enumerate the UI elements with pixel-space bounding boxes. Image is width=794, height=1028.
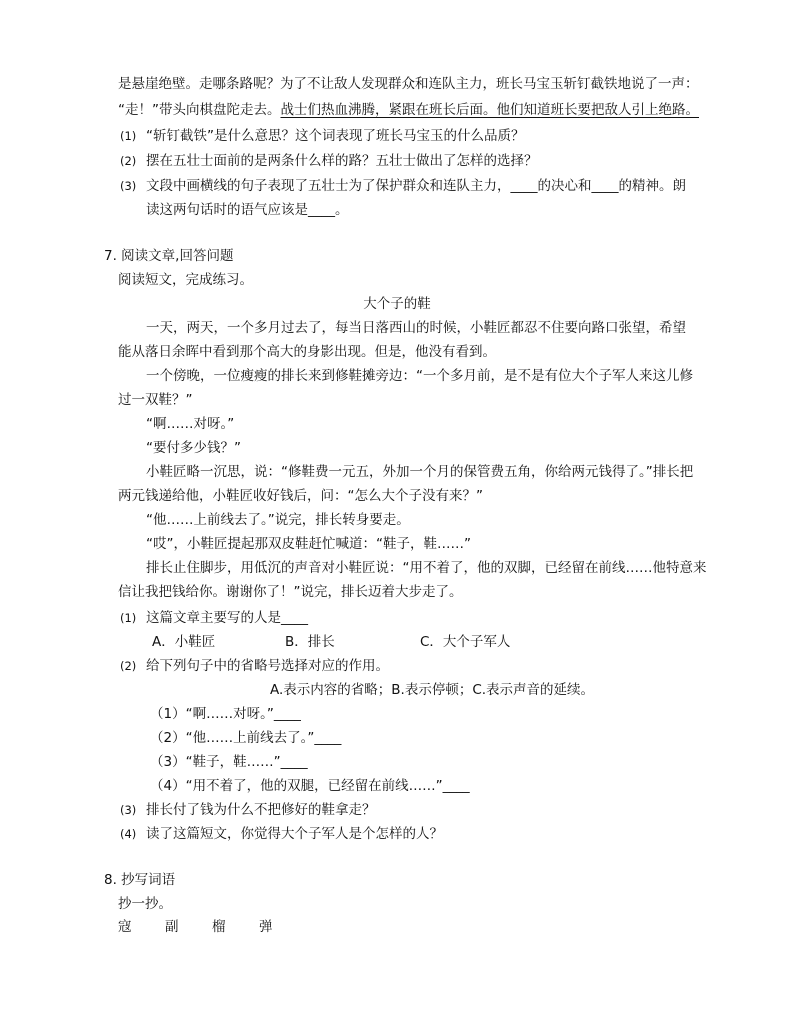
sub-question-text-continued: 读这两句话时的语气应该是____。 [146,202,349,218]
sub-question-number: (1) [120,611,137,625]
sub-question-text: 摆在五壮士面前的是两条什么样的路？五壮士做出了怎样的选择？ [146,153,538,169]
copy-char: 寇 [118,919,132,935]
sub-question-text: 读了这篇短文，你觉得大个子军人是个怎样的人？ [146,826,443,842]
passage-line: “哎”，小鞋匠提起那双皮鞋赶忙喊道：“鞋子，鞋……” [146,536,471,552]
ellipsis-item: （3）“鞋子，鞋……”____ [150,754,308,770]
sub-question-text: 排长付了钱为什么不把修好的鞋拿走？ [146,802,376,818]
passage-line: 是悬崖绝壁。走哪条路呢？为了不让敌人发现群众和连队主力，班长马宝玉斩钉截铁地说了一声： [118,76,699,92]
passage-title: 大个子的鞋 [363,296,431,312]
copy-char: 副 [165,919,179,935]
sub-question-number: (1) [120,129,137,143]
passage-line: 小鞋匠略一沉思，说：“修鞋费一元五，外加一个月的保管费五角，你给两元钱得了。”排长把 [146,464,694,480]
sub-question-text: 给下列句子中的省略号选择对应的作用。 [146,658,389,674]
passage-line [118,100,699,120]
sub-question-number: (4) [120,827,137,841]
choice-option-b: B．排长 [285,634,335,650]
sub-question-text: 这篇文章主要写的人是____ [146,610,308,626]
passage-line: 能从落日余晖中看到那个高大的身影出现。但是，他没有看到。 [118,344,496,360]
passage-line: 一个傍晚，一位瘦瘦的排长来到修鞋摊旁边：“一个多月前，是不是有位大个子军人来这儿修 [146,368,693,384]
passage-line: 排长止住脚步，用低沉的声音对小鞋匠说：“用不着了，他的双脚，已经留在前线……他特意来 [146,560,707,576]
sub-question-text: 文段中画横线的句子表现了五壮士为了保护群众和连队主力，____的决心和____的精神。朗 [146,178,686,194]
sub-question-text: “斩钉截铁”是什么意思？这个词表现了班长马宝玉的什么品质？ [146,128,525,144]
copy-char: 榴 [212,919,226,935]
passage-line: “要付多少钱？” [146,440,241,456]
sub-question-number: (3) [120,803,137,817]
ellipsis-item: （1）“啊……对呀。”____ [150,706,301,722]
question-heading: 7. 阅读文章,回答问题 [104,248,234,264]
passage-line: “啊……对呀。” [146,416,235,432]
underlined-sentence: 战士们热血沸腾，紧跟在班长后面。他们知道班长要把敌人引上绝路。 [280,102,699,118]
sub-question-number: (3) [120,179,137,193]
question-intro: 抄一抄。 [118,896,172,912]
sub-question-number: (2) [120,659,137,673]
passage-line: 一天，两天，一个多月过去了，每当日落西山的时候，小鞋匠都忍不住要向路口张望，希望 [146,320,686,336]
ellipsis-item: （2）“他……上前线去了。”____ [150,730,342,746]
sub-question-number: (2) [120,154,137,168]
option-legend: A.表示内容的省略；B.表示停顿；C.表示声音的延续。 [270,682,595,698]
question-heading: 8. 抄写词语 [104,872,176,888]
question-intro: 阅读短文，完成练习。 [118,272,253,288]
ellipsis-item: （4）“用不着了，他的双腿，已经留在前线……”____ [150,778,470,794]
passage-line: 两元钱递给他，小鞋匠收好钱后，问：“怎么大个子没有来？” [118,488,483,504]
passage-line: 信让我把钱给你。谢谢你了！”说完，排长迈着大步走了。 [118,584,463,600]
choice-option-c: C．大个子军人 [420,634,511,650]
copy-char: 弹 [259,919,273,935]
passage-line: 过一双鞋？” [118,392,193,408]
choice-option-a: A．小鞋匠 [152,634,216,650]
passage-line: “他……上前线去了。”说完，排长转身要走。 [146,512,410,528]
passage-text: “走！”带头向棋盘陀走去。 [118,102,281,118]
